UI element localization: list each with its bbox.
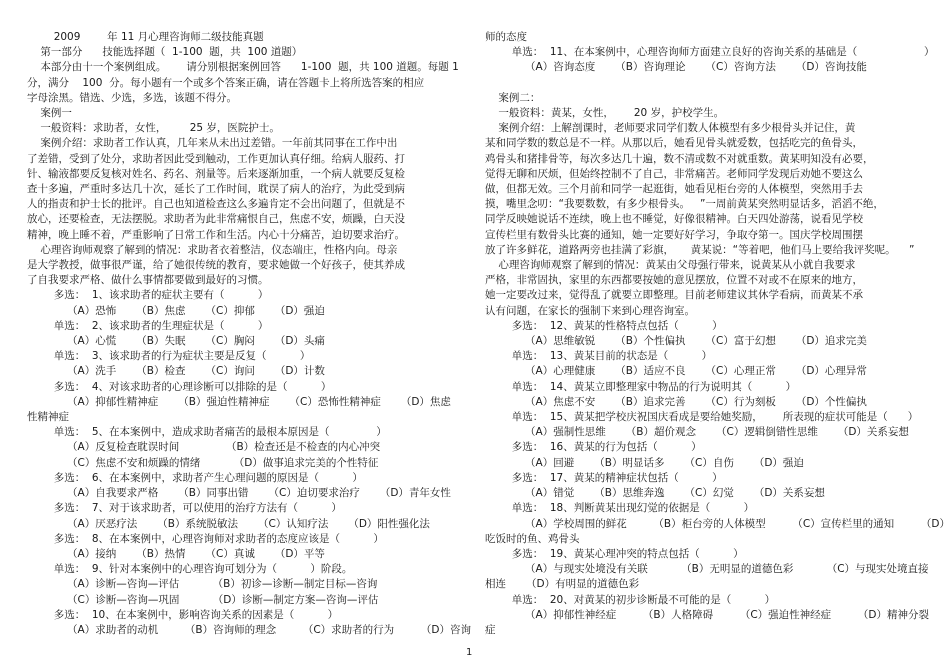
text-line: 单选： 13、黄某目前的状态是（ ）	[485, 350, 713, 363]
text-line: 单选： 20、对黄某的初步诊断最不可能的是（ ）	[485, 593, 776, 606]
text-line: 人的指责和护士长的批评。自己也知道检查这么多遍肯定不会出问题了，但就是不	[27, 198, 405, 211]
text-line: （A）强制性思维 （B）超价观念 （C）逻辑倒错性思维 （D）关系妄想	[485, 426, 909, 439]
text-line: 分，满分 100 分。每小题有一个或多个答案正确，请在答题卡上将所选答案的相应	[27, 76, 425, 89]
text-line: 多选： 7、对于该求助者，可以使用的治疗方法有（ ）	[27, 502, 342, 515]
text-line: 鸡骨头和猪排骨等，每次多达几十遍，数不清或数不对就重数。黄某明知没有必要，	[485, 152, 874, 165]
text-line: （A）咨询态度 （B）咨询理论 （C）咨询方法 （D）咨询技能	[485, 61, 867, 74]
text-line: 多选： 4、对该求助者的心理诊断可以排除的是（ ）	[27, 380, 332, 393]
text-line: 本部分由十一个案例组成。 请分别根据案例回答 1-100 题，共 100 道题。每题 1	[27, 61, 459, 74]
text-line: 案例二：	[485, 91, 541, 104]
text-line: 单选： 18、判断黄某出现幻觉的依据是（ ）	[485, 502, 755, 515]
text-line: 多选： 1、该求助者的症状主要有（ ）	[27, 289, 269, 302]
text-line: 认有问题，在家长的强制下来到心理咨询室。	[485, 304, 695, 317]
text-line: （A）心慌 （B）失眠 （C）胸闷 （D）头痛	[27, 335, 325, 348]
text-line: （A）恐怖 （B）焦虑 （C）抑郁 （D）强迫	[27, 304, 325, 317]
text-line: 2009 年 11 月心理咨询师二级技能真题	[27, 31, 264, 43]
text-line: 单选： 15、黄某把学校庆祝国庆看成是要给她奖励， 所表现的症状可能是（ ）	[485, 411, 919, 424]
text-line: 心理咨询师观察了解到的情况：黄某由父母强行带来，说黄某从小就自我要求	[485, 259, 856, 272]
text-line: 严格，非常固执，家里的东西都要按她的意见摆放，位置不对或不在原来的地方，	[485, 274, 863, 287]
left-column	[27, 30, 471, 638]
text-line: 多选： 8、在本案例中，心理咨询师对求助者的态度应该是（ ）	[27, 532, 384, 545]
text-line: 单选： 2、该求助者的生理症状是（ ）	[27, 319, 269, 332]
text-line: 宣传栏里有数骨头比赛的通知，她一定要好好学习，争取夺第一。国庆学校周围摆	[485, 228, 863, 241]
text-line	[485, 76, 925, 91]
text-line: 师的态度	[485, 31, 527, 43]
text-line: （A）求助者的动机 （B）咨询师的理念 （C）求助者的行为 （D）咨询	[27, 623, 471, 636]
page-number: 1	[466, 647, 473, 658]
text-line: （C）诊断—咨询—巩固 （D）诊断—制定方案—咨询—评估	[27, 593, 379, 606]
right-column	[485, 30, 950, 638]
text-line: （A）诊断—咨询—评估 （B）初诊—诊断—制定目标—咨询	[27, 578, 378, 591]
text-line: 了差错，受到了处分，求助者因此受到触动，工作更加认真仔细。给病人服药、打	[27, 152, 405, 165]
text-line: 放了许多鲜花，道路两旁也挂满了彩旗， 黄某说：“等着吧，他们马上要给我评奖呢。 ”	[485, 243, 915, 256]
text-line: （A）洗手 （B）检查 （C）询问 （D）计数	[27, 365, 325, 378]
text-line: 多选： 6、在本案例中，求助者产生心理问题的原因是（ ）	[27, 471, 363, 484]
text-line: 心理咨询师观察了解到的情况：求助者衣着整洁，仪态端庄，性格内向。母亲	[27, 243, 398, 256]
text-line: （A）厌恶疗法 （B）系统脱敏法 （C）认知疗法 （D）阳性强化法	[27, 517, 430, 530]
text-line: 多选： 10、在本案例中，影响咨询关系的因素是（ ）	[27, 608, 339, 621]
text-line: 性精神症	[27, 411, 69, 424]
text-line: 她一定要改过来，觉得乱了就要立即整理。目前老师建议其休学看病，而黄某不承	[485, 289, 863, 302]
text-line: 相连 （D）有明显的道德色彩	[485, 578, 640, 591]
text-line: 案例介绍：上解剖课时，老师要求同学们数人体模型有多少根骨头并记住，黄	[485, 122, 856, 135]
text-line: 做，但都无效。三个月前和同学一起逛街，她看见柜台旁的人体模型，突然用手去	[485, 183, 863, 196]
text-line: （A）反复检查耽误时间 （B）检查还是不检查的内心冲突	[27, 441, 381, 454]
text-line: 多选： 12、黄某的性格特点包括（ ）	[485, 319, 723, 332]
text-line: 字母涂黑。错选、少选，多选，该题不得分。	[27, 91, 237, 104]
text-line: 单选： 9、针对本案例中的心理咨询可划分为（ ）阶段。	[27, 563, 353, 576]
text-line: 多选： 17、黄某的精神症状包括（ ）	[485, 471, 723, 484]
text-line: 一般资料：求助者，女性， 25 岁，医院护士。	[27, 122, 280, 135]
text-line: 查十多遍，严重时多达几十次，延长了工作时间，耽误了病人的治疗，为此受到病	[27, 183, 405, 196]
text-line: 多选： 16、黄某的行为包括（ ）	[485, 441, 702, 454]
text-line: 单选： 5、在本案例中，造成求助者痛苦的最根本原因是（ ）	[27, 426, 387, 439]
text-line: 多选： 19、黄某心理冲突的特点包括（ ）	[485, 547, 744, 560]
text-line: 摸，嘴里念叨：“我要数数，有多少根骨头。 ”一周前黄某突然明显话多，滔滔不绝，	[485, 198, 884, 211]
text-line: 一般资料：黄某，女性， 20 岁，护校学生。	[485, 107, 725, 120]
text-line: 单选： 14、黄某立即整理家中物品的行为说明其（ ）	[485, 380, 797, 393]
text-line: （A）回避 （B）明显话多 （C）自伤 （D）强迫	[485, 456, 804, 469]
text-line: 精神，晚上睡不着，严重影响了日常工作和生活。内心十分痛苦，迫切要求治疗。	[27, 228, 405, 241]
text-line: （A）接纳 （B）热情 （C）真诚 （D）平等	[27, 547, 325, 560]
text-line: （A）与现实处境没有关联 （B）无明显的道德色彩 （C）与现实处境直接	[485, 563, 929, 576]
text-line: 案例一	[27, 107, 72, 120]
text-line: 单选： 11、在本案例中，心理咨询师方面建立良好的咨询关系的基础是（ ）	[485, 46, 935, 59]
text-line: 了自我要求严格、做什么事情都要做到最好的习惯。	[27, 274, 269, 287]
text-line: （A）抑郁性神经症 （B）人格障碍 （C）强迫性神经症 （D）精神分裂	[485, 608, 929, 621]
text-line: （A）心理健康 （B）适应不良 （C）心理正常 （D）心理异常	[485, 365, 867, 378]
text-line: 觉得无聊和厌烦，但始终控制不了自己，非常痛苦。老师同学发现后劝她不要这么	[485, 167, 863, 180]
text-line: 吃饭时的鱼、鸡骨头	[485, 532, 580, 545]
text-line: 同学反映她说话不连续，晚上也不睡觉，好像很精神。白天四处游荡，说看见学校	[485, 213, 863, 226]
text-line: 单选： 3、该求助者的行为症状主要是反复（ ）	[27, 350, 311, 363]
text-line: 案例介绍：求助者工作认真，几年来从未出过差错。一年前其同事在工作中出	[27, 137, 398, 150]
text-line: （A）思维敏锐 （B）个性偏执 （C）富于幻想 （D）追求完美	[485, 335, 867, 348]
text-line: 放心，还要检查，无法摆脱。求助者为此非常痛恨自己，焦虑不安，烦躁，白天没	[27, 213, 405, 226]
text-line: 某和同学数的数总是不一样。从那以后，她看见骨头就爱数，包括吃完的鱼骨头，	[485, 137, 863, 150]
text-line: （C）焦虑不安和烦躁的情绪 （D）做事追求完美的个性特征	[27, 456, 379, 469]
text-line: 症	[485, 623, 496, 636]
text-line: （A）错觉 （B）思维奔逸 （C）幻觉 （D）关系妄想	[485, 487, 825, 500]
text-line: 针、输液都要反复核对姓名、药名、剂量等。后来逐渐加重，一个病人就要反复检	[27, 167, 405, 180]
text-line: （A）自我要求严格 （B）同事出错 （C）迫切要求治疗 （D）青年女性	[27, 487, 451, 500]
text-line: （A）焦虑不安 （B）追求完善 （C）行为刻板 （D）个性偏执	[485, 395, 867, 408]
text-line: （A）学校周围的鲜花 （B）柜台旁的人体模型 （C）宣传栏里的通知 （D）	[485, 517, 950, 530]
text-line: 是大学教授，做事很严谨，给了她很传统的教育，要求她做一个好孩子，使其养成	[27, 259, 405, 272]
text-line: 第一部分 技能选择题（ 1-100 题，共 100 道题）	[27, 46, 303, 59]
text-line: （A）抑郁性精神症 （B）强迫性精神症 （C）恐怖性精神症 （D）焦虑	[27, 395, 451, 408]
